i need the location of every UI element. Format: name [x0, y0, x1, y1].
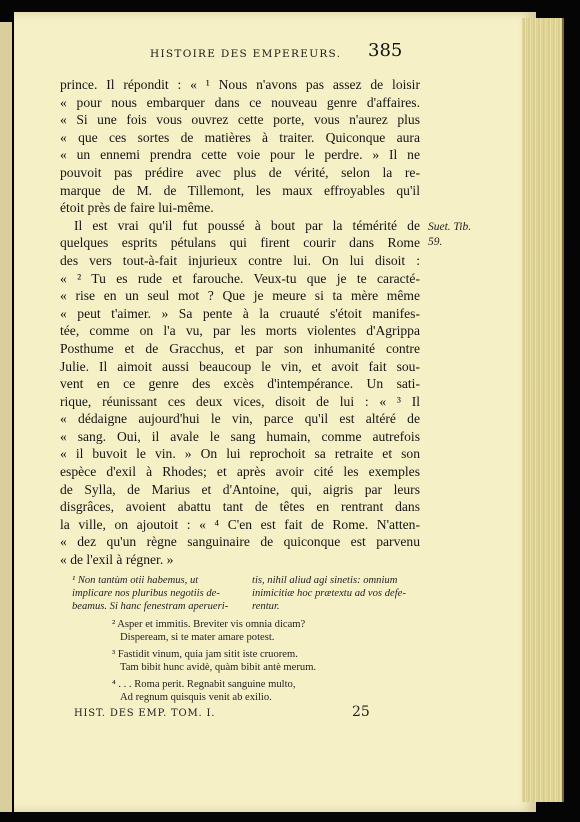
- body-line: Il est vrai qu'il fut poussé à bout par la témérité de: [74, 217, 420, 233]
- body-line: Posthume et de Gracchus, et par son inhumanité contre: [60, 340, 420, 356]
- footnote-3: [112, 648, 432, 674]
- body-line: « peut t'aimer. » Sa pente à la cruauté s'étoit manifes-: [60, 305, 420, 321]
- body-line: « Si une fois vous ouvrez cette porte, vous n'aurez plus: [60, 112, 420, 128]
- body-line: Julie. Il aimoit aussi beaucoup le vin, et avoit fait sou-: [60, 358, 420, 374]
- body-line: de Sylla, de Marius et d'Antoine, qui, aigris par leurs: [60, 481, 420, 497]
- body-line: espèce d'exil à Rhodes; et après avoir cité les exemples: [60, 464, 420, 480]
- signature-mark: HIST. DES EMP. TOM. I.: [74, 708, 216, 719]
- footnote-line: ² Asper et immitis. Breviter vis omnia dicam?: [112, 619, 306, 630]
- body-line: « il buvoit le vin. » On lui reprochoit sa retraite et son: [60, 446, 420, 462]
- running-title: HISTOIRE DES EMPEREURS.: [150, 48, 342, 60]
- body-line: « de l'exil à régner. »: [60, 552, 174, 568]
- body-line: quelques esprits pétulans qui firent courir dans Rome: [60, 235, 420, 251]
- body-line: « dez qu'un règne sanguinaire de quiconque est parvenu: [60, 534, 420, 550]
- footnote-line: ³ Fastidit vinum, quia jam sitit iste cruorem.: [112, 649, 298, 660]
- footnote-line: ¹ Non tantùm otii habemus, ut: [72, 575, 199, 586]
- footnote-4: [112, 678, 432, 704]
- page-edges: [522, 18, 564, 802]
- footnote-1-col1: [72, 574, 242, 614]
- footnote-rule: [60, 570, 420, 572]
- footnote-line: Tam bibit hunc avidè, quàm bibit antè merum.: [120, 662, 317, 674]
- margin-note-line: Suet. Tib.: [428, 221, 472, 233]
- footnote-line: implicare nos pluribus negotiis de-: [72, 588, 220, 600]
- page-number: 385: [368, 40, 403, 61]
- body-line: « rise en un seul mot ? Que je meure si ta mère même: [60, 288, 420, 304]
- body-line: tée, comme on l'a vu, par les morts violentes d'Agrippa: [60, 323, 420, 339]
- footnote-line: beamus. Si hanc fenestram aperueri-: [72, 601, 229, 613]
- footnote-line: Dispeream, si te mater amare potest.: [120, 632, 275, 644]
- body-line: « sang. Oui, il avale le sang humain, comme autrefois: [60, 428, 420, 444]
- footnote-line: ⁴ . . . Roma perit. Regnabit sanguine multo,: [112, 679, 296, 690]
- body-text: [60, 76, 420, 569]
- body-line: étoit près de faire lui-même.: [60, 200, 214, 216]
- body-line: « pour nous embarquer dans ce nouveau genre d'affaires.: [60, 94, 420, 110]
- body-line: « un ennemi prendra cette voie pour le perdre. » Il ne: [60, 147, 420, 163]
- footnote-1-col2: [252, 574, 427, 614]
- margin-note-line: 59.: [428, 236, 443, 248]
- body-line: rique, réunissant ces deux vices, disoit de lui : « ³ Il: [60, 393, 420, 409]
- body-line: « que ces sortes de matières à traiter. Quiconque aura: [60, 129, 420, 145]
- body-line: pouvoit pas prédire avec plus de vérité, selon la re-: [60, 164, 420, 180]
- left-page-edge: [0, 22, 12, 812]
- footnote-line: rentur.: [252, 601, 280, 613]
- body-line: « dédaigne aujourd'hui le vin, parce qu'il est altéré de: [60, 411, 420, 427]
- body-line: prince. Il répondit : « ¹ Nous n'avons pas assez de loisir: [60, 77, 420, 92]
- footnote-line: Ad regnum quisquis venit ab exilio.: [120, 692, 272, 704]
- signature-number: 25: [352, 704, 370, 720]
- footnote-2: [112, 618, 432, 644]
- body-line: la ville, on ajoutoit : « ⁴ C'en est fait de Rome. N'atten-: [60, 516, 420, 532]
- footnote-line: inimicitiæ hoc prætextu ad vos defe-: [252, 588, 406, 600]
- body-line: marque de M. de Tillemont, les maux effroyables qu'il: [60, 182, 420, 198]
- body-line: des vers tout-à-fait injurieux contre lui. On lui disoit :: [60, 252, 420, 268]
- footnote-line: tis, nihil aliud agi sinetis: omnium: [252, 575, 398, 586]
- body-line: disgrâces, avoient abattu tant de têtes en rentrant dans: [60, 499, 420, 515]
- body-line: « ² Tu es rude et farouche. Veux-tu que je te caracté-: [60, 270, 420, 286]
- body-line: vent en ce genre des excès d'intempérance. Un sati-: [60, 376, 420, 392]
- margin-note: [428, 220, 471, 250]
